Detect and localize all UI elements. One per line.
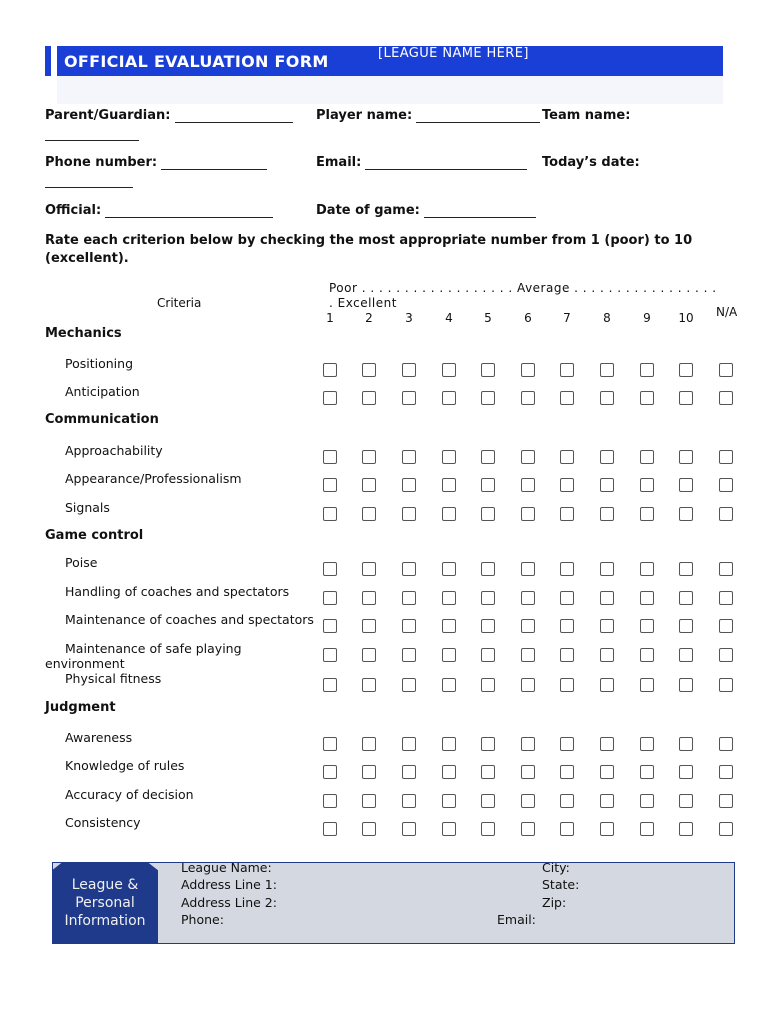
rating-checkbox-7[interactable] [560, 794, 574, 808]
rating-checkbox-9[interactable] [640, 765, 654, 779]
state-label: State: [542, 877, 580, 892]
rating-checkbox-na[interactable] [719, 507, 733, 521]
rating-checkbox-2[interactable] [362, 363, 376, 377]
rating-checkbox-7[interactable] [560, 391, 574, 405]
address-line-1-label: Address Line 1: [181, 877, 277, 892]
rating-checkbox-4[interactable] [442, 678, 456, 692]
rating-checkbox-8[interactable] [600, 363, 614, 377]
rating-checkbox-2[interactable] [362, 562, 376, 576]
rating-checkbox-9[interactable] [640, 678, 654, 692]
rating-checkbox-4[interactable] [442, 648, 456, 662]
rating-checkbox-1[interactable] [323, 765, 337, 779]
rating-checkbox-2[interactable] [362, 678, 376, 692]
rating-checkbox-4[interactable] [442, 478, 456, 492]
rating-checkbox-1[interactable] [323, 737, 337, 751]
rating-checkbox-8[interactable] [600, 391, 614, 405]
rating-checkbox-8[interactable] [600, 648, 614, 662]
rating-checkbox-5[interactable] [481, 737, 495, 751]
rating-checkbox-9[interactable] [640, 391, 654, 405]
rating-checkbox-10[interactable] [679, 765, 693, 779]
rating-checkbox-5[interactable] [481, 822, 495, 836]
rating-checkbox-1[interactable] [323, 619, 337, 633]
rating-checkbox-2[interactable] [362, 391, 376, 405]
rating-checkbox-6[interactable] [521, 648, 535, 662]
category-heading: Communication [45, 412, 159, 427]
phone-number-field[interactable] [45, 155, 267, 170]
rating-checkbox-3[interactable] [402, 794, 416, 808]
phone-label: Phone: [181, 912, 224, 927]
rating-checkbox-na[interactable] [719, 562, 733, 576]
rating-checkbox-5[interactable] [481, 648, 495, 662]
rating-checkbox-7[interactable] [560, 619, 574, 633]
rating-checkbox-6[interactable] [521, 765, 535, 779]
parent-guardian-label: Parent/Guardian: [45, 108, 171, 123]
rating-checkbox-7[interactable] [560, 822, 574, 836]
rating-checkbox-6[interactable] [521, 591, 535, 605]
rating-checkbox-na[interactable] [719, 765, 733, 779]
rating-header-3: 3 [405, 311, 413, 325]
rating-checkbox-2[interactable] [362, 648, 376, 662]
official-field[interactable] [45, 203, 273, 218]
rating-checkbox-3[interactable] [402, 678, 416, 692]
rating-checkbox-1[interactable] [323, 450, 337, 464]
na-column-header: N/A [716, 305, 738, 319]
rating-checkbox-1[interactable] [323, 822, 337, 836]
rating-checkbox-5[interactable] [481, 562, 495, 576]
rating-checkbox-5[interactable] [481, 391, 495, 405]
rating-checkbox-3[interactable] [402, 648, 416, 662]
rating-checkbox-4[interactable] [442, 450, 456, 464]
rating-header-6: 6 [524, 311, 532, 325]
rating-checkbox-6[interactable] [521, 507, 535, 521]
rating-checkbox-8[interactable] [600, 450, 614, 464]
rating-checkbox-7[interactable] [560, 737, 574, 751]
rating-checkbox-3[interactable] [402, 478, 416, 492]
rating-checkbox-na[interactable] [719, 391, 733, 405]
rating-header-2: 2 [365, 311, 373, 325]
rating-checkbox-9[interactable] [640, 591, 654, 605]
rating-checkbox-10[interactable] [679, 648, 693, 662]
rating-checkbox-2[interactable] [362, 478, 376, 492]
criterion-label: Awareness [65, 730, 133, 745]
rating-checkbox-10[interactable] [679, 619, 693, 633]
rating-checkbox-3[interactable] [402, 562, 416, 576]
rating-header-10: 10 [678, 311, 694, 325]
footer-email-label: Email: [497, 912, 536, 927]
criterion-label: Appearance/Professionalism [65, 471, 242, 486]
rating-checkbox-10[interactable] [679, 363, 693, 377]
rating-checkbox-1[interactable] [323, 678, 337, 692]
todays-date-label: Today’s date: [542, 155, 640, 170]
rating-checkbox-7[interactable] [560, 450, 574, 464]
rating-checkbox-6[interactable] [521, 678, 535, 692]
rating-checkbox-4[interactable] [442, 591, 456, 605]
rating-checkbox-2[interactable] [362, 591, 376, 605]
rating-checkbox-10[interactable] [679, 562, 693, 576]
rating-checkbox-5[interactable] [481, 507, 495, 521]
rating-checkbox-2[interactable] [362, 737, 376, 751]
criterion-label: Positioning [65, 356, 133, 371]
criterion-label: Maintenance of coaches and spectators [65, 612, 314, 627]
rating-checkbox-2[interactable] [362, 794, 376, 808]
rating-checkbox-10[interactable] [679, 737, 693, 751]
header-shadow-band [57, 76, 723, 104]
criteria-column-header: Criteria [157, 296, 202, 310]
rating-checkbox-3[interactable] [402, 363, 416, 377]
rating-checkbox-9[interactable] [640, 507, 654, 521]
header-accent-bar [45, 46, 51, 76]
todays-date-line [45, 186, 133, 188]
rating-checkbox-5[interactable] [481, 591, 495, 605]
rating-checkbox-2[interactable] [362, 765, 376, 779]
team-name-field[interactable] [542, 108, 630, 123]
rating-checkbox-6[interactable] [521, 450, 535, 464]
rating-checkbox-8[interactable] [600, 794, 614, 808]
rating-checkbox-8[interactable] [600, 562, 614, 576]
rating-checkbox-7[interactable] [560, 765, 574, 779]
criterion-label: Maintenance of safe playing environment [45, 641, 242, 671]
rating-checkbox-3[interactable] [402, 450, 416, 464]
phone-number-label: Phone number: [45, 155, 158, 170]
official-label: Official: [45, 203, 102, 218]
team-name-line [45, 139, 139, 141]
rating-checkbox-9[interactable] [640, 478, 654, 492]
rating-checkbox-8[interactable] [600, 765, 614, 779]
rating-checkbox-8[interactable] [600, 591, 614, 605]
rating-checkbox-3[interactable] [402, 591, 416, 605]
criterion-label: Anticipation [65, 384, 140, 399]
date-of-game-label: Date of game: [316, 203, 420, 218]
category-heading: Game control [45, 528, 144, 543]
criterion-label: Signals [65, 500, 110, 515]
rating-checkbox-5[interactable] [481, 450, 495, 464]
rating-checkbox-7[interactable] [560, 478, 574, 492]
city-label: City: [542, 860, 570, 875]
rating-checkbox-5[interactable] [481, 794, 495, 808]
rating-header-1: 1 [326, 311, 334, 325]
rating-header-8: 8 [603, 311, 611, 325]
criterion-label: Approachability [65, 443, 163, 458]
rating-checkbox-1[interactable] [323, 562, 337, 576]
rating-checkbox-9[interactable] [640, 822, 654, 836]
rating-checkbox-8[interactable] [600, 507, 614, 521]
rating-checkbox-4[interactable] [442, 619, 456, 633]
rating-checkbox-4[interactable] [442, 507, 456, 521]
rating-checkbox-10[interactable] [679, 822, 693, 836]
rating-checkbox-4[interactable] [442, 391, 456, 405]
parent-guardian-field[interactable] [45, 108, 293, 123]
rating-checkbox-na[interactable] [719, 591, 733, 605]
rating-checkbox-8[interactable] [600, 478, 614, 492]
rating-header-4: 4 [445, 311, 453, 325]
category-heading: Mechanics [45, 326, 122, 341]
player-name-label: Player name: [316, 108, 413, 123]
rating-checkbox-9[interactable] [640, 648, 654, 662]
rating-checkbox-9[interactable] [640, 619, 654, 633]
rating-checkbox-1[interactable] [323, 794, 337, 808]
rating-checkbox-1[interactable] [323, 507, 337, 521]
rating-checkbox-4[interactable] [442, 562, 456, 576]
rating-checkbox-8[interactable] [600, 678, 614, 692]
rating-checkbox-3[interactable] [402, 507, 416, 521]
rating-checkbox-1[interactable] [323, 391, 337, 405]
rating-checkbox-10[interactable] [679, 794, 693, 808]
rating-checkbox-10[interactable] [679, 478, 693, 492]
rating-checkbox-4[interactable] [442, 737, 456, 751]
rating-checkbox-10[interactable] [679, 507, 693, 521]
rating-checkbox-na[interactable] [719, 678, 733, 692]
rating-checkbox-na[interactable] [719, 794, 733, 808]
rating-header-7: 7 [563, 311, 571, 325]
rating-checkbox-5[interactable] [481, 619, 495, 633]
rating-checkbox-2[interactable] [362, 619, 376, 633]
category-heading: Judgment [45, 700, 116, 715]
player-name-field[interactable] [316, 108, 540, 123]
date-of-game-field[interactable] [316, 203, 536, 218]
rating-checkbox-9[interactable] [640, 562, 654, 576]
rating-checkbox-6[interactable] [521, 822, 535, 836]
rating-checkbox-7[interactable] [560, 591, 574, 605]
rating-checkbox-10[interactable] [679, 450, 693, 464]
rating-checkbox-7[interactable] [560, 363, 574, 377]
rating-checkbox-4[interactable] [442, 822, 456, 836]
rating-checkbox-1[interactable] [323, 648, 337, 662]
league-name-placeholder[interactable]: [LEAGUE NAME HERE] [378, 46, 529, 61]
rating-checkbox-7[interactable] [560, 648, 574, 662]
team-name-label: Team name: [542, 108, 631, 123]
rating-checkbox-9[interactable] [640, 794, 654, 808]
criterion-label: Consistency [65, 815, 141, 830]
form-title: OFFICIAL EVALUATION FORM [64, 52, 329, 71]
rating-checkbox-na[interactable] [719, 478, 733, 492]
rating-checkbox-10[interactable] [679, 391, 693, 405]
rating-checkbox-10[interactable] [679, 591, 693, 605]
league-info-tab-label: League & Personal Information [64, 877, 146, 929]
rating-checkbox-6[interactable] [521, 737, 535, 751]
rating-checkbox-6[interactable] [521, 794, 535, 808]
rating-checkbox-8[interactable] [600, 619, 614, 633]
criterion-label: Physical fitness [65, 671, 162, 686]
rating-checkbox-6[interactable] [521, 478, 535, 492]
rating-checkbox-6[interactable] [521, 562, 535, 576]
rating-checkbox-na[interactable] [719, 363, 733, 377]
rating-checkbox-9[interactable] [640, 450, 654, 464]
criterion-label: Poise [65, 555, 98, 570]
rating-checkbox-5[interactable] [481, 363, 495, 377]
email-field[interactable] [316, 155, 527, 170]
rating-checkbox-3[interactable] [402, 619, 416, 633]
rating-checkbox-3[interactable] [402, 822, 416, 836]
rating-checkbox-3[interactable] [402, 391, 416, 405]
rating-instructions: Rate each criterion below by checking the most appropriate number from 1 (poor) to 10 (excellent). [45, 233, 693, 266]
rating-checkbox-na[interactable] [719, 619, 733, 633]
rating-checkbox-4[interactable] [442, 363, 456, 377]
criterion-label: Handling of coaches and spectators [65, 584, 290, 599]
rating-checkbox-6[interactable] [521, 619, 535, 633]
rating-checkbox-9[interactable] [640, 737, 654, 751]
rating-scale-legend: Poor . . . . . . . . . . . . . . . . . . Average . . . . . . . . . . . . . . . . . . Excellent [329, 281, 717, 310]
rating-checkbox-1[interactable] [323, 591, 337, 605]
todays-date-field[interactable] [542, 155, 640, 170]
rating-checkbox-6[interactable] [521, 391, 535, 405]
rating-checkbox-5[interactable] [481, 478, 495, 492]
rating-checkbox-4[interactable] [442, 765, 456, 779]
email-label: Email: [316, 155, 362, 170]
rating-header-9: 9 [643, 311, 651, 325]
rating-checkbox-na[interactable] [719, 450, 733, 464]
rating-checkbox-7[interactable] [560, 507, 574, 521]
rating-checkbox-2[interactable] [362, 822, 376, 836]
rating-checkbox-na[interactable] [719, 648, 733, 662]
rating-checkbox-na[interactable] [719, 737, 733, 751]
rating-checkbox-4[interactable] [442, 794, 456, 808]
rating-header-5: 5 [484, 311, 492, 325]
rating-checkbox-7[interactable] [560, 562, 574, 576]
league-name-label: League Name: [181, 860, 272, 875]
rating-checkbox-2[interactable] [362, 507, 376, 521]
address-line-2-label: Address Line 2: [181, 895, 277, 910]
rating-checkbox-6[interactable] [521, 363, 535, 377]
criterion-label: Accuracy of decision [65, 787, 194, 802]
rating-checkbox-10[interactable] [679, 678, 693, 692]
rating-checkbox-5[interactable] [481, 765, 495, 779]
rating-checkbox-3[interactable] [402, 737, 416, 751]
criterion-label: Knowledge of rules [65, 758, 185, 773]
rating-checkbox-8[interactable] [600, 822, 614, 836]
rating-checkbox-1[interactable] [323, 478, 337, 492]
rating-checkbox-5[interactable] [481, 678, 495, 692]
rating-checkbox-8[interactable] [600, 737, 614, 751]
rating-checkbox-7[interactable] [560, 678, 574, 692]
rating-checkbox-1[interactable] [323, 363, 337, 377]
rating-checkbox-na[interactable] [719, 822, 733, 836]
rating-checkbox-9[interactable] [640, 363, 654, 377]
rating-checkbox-2[interactable] [362, 450, 376, 464]
zip-label: Zip: [542, 895, 567, 910]
rating-checkbox-3[interactable] [402, 765, 416, 779]
